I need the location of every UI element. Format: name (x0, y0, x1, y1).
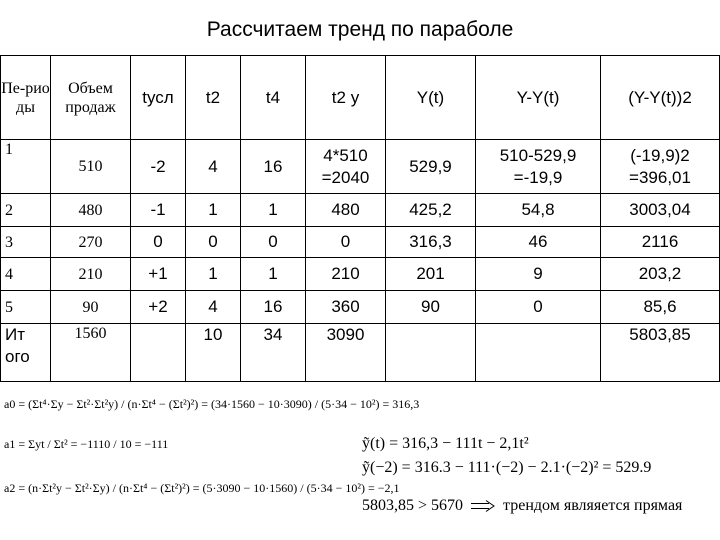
table-cell: 2116 (601, 227, 720, 258)
page-title: Рассчитаем тренд по параболе (206, 18, 514, 41)
table-cell: +1 (131, 258, 186, 291)
table-cell: 4 (1, 258, 51, 291)
formula-a2: a2 = (n·Σt²y − Σt²·Σy) / (n·Σt⁴ − (Σt²)²) = (5·3090 − 10·1560) / (5·34 − 10²) = −2,1 (4, 481, 400, 495)
table-cell: 90 (386, 291, 476, 324)
table-cell: 1 (186, 194, 241, 227)
conclusion-value: 5803,85 > 5670 (362, 497, 464, 514)
table-cell: 270 (51, 227, 131, 258)
table-cell (476, 324, 601, 382)
table-cell: 0 (306, 227, 386, 258)
header-period: Пе-рио ды (1, 56, 51, 140)
formula-trend-at-minus2: ỹ(−2) = 316.3 − 111·(−2) − 2.1·(−2)² = 529.9 (362, 459, 652, 476)
trend-table (0, 55, 720, 382)
table-cell: -1 (131, 194, 186, 227)
table-cell: 510-529,9 =-19,9 (476, 140, 601, 194)
table-cell: 5803,85 (601, 324, 720, 382)
formula-a1: a1 = Σyt / Σt² = −1110 / 10 = −111 (4, 437, 169, 451)
header-t-conv: tусл (131, 56, 186, 140)
table-cell: 425,2 (386, 194, 476, 227)
table-cell: 54,8 (476, 194, 601, 227)
header-y-minus-yt-squared: (Y-Y(t))2 (601, 56, 720, 140)
table-cell: 9 (476, 258, 601, 291)
table-cell: 1 (186, 258, 241, 291)
table-cell: 360 (306, 291, 386, 324)
table-cell: Ит ого (1, 324, 51, 382)
table-cell: 4*510 =2040 (306, 140, 386, 194)
total-row (1, 324, 720, 382)
table-cell: (-19,9)2 =396,01 (601, 140, 720, 194)
table-cell: 480 (51, 194, 131, 227)
table-cell: 203,2 (601, 258, 720, 291)
table-cell: 316,3 (386, 227, 476, 258)
formula-a0: a0 = (Σt⁴·Σy − Σt²·Σt²y) / (n·Σt⁴ − (Σt²)²) = (34·1560 − 10·3090) / (5·34 − 10²) = 316,3 (4, 397, 420, 411)
table-cell: 34 (241, 324, 306, 382)
table-cell: -2 (131, 140, 186, 194)
table-cell: 210 (51, 258, 131, 291)
table-cell: +2 (131, 291, 186, 324)
conclusion-text: трендом являяется прямая (503, 497, 683, 514)
header-y-minus-yt: Y-Y(t) (476, 56, 601, 140)
table-cell: 480 (306, 194, 386, 227)
table-cell: 4 (186, 291, 241, 324)
table-cell: 0 (186, 227, 241, 258)
table-cell: 46 (476, 227, 601, 258)
table-cell: 85,6 (601, 291, 720, 324)
table-cell: 510 (51, 140, 131, 194)
header-t4: t4 (241, 56, 306, 140)
table-row (1, 194, 720, 227)
table-row (1, 291, 720, 324)
table-row (1, 140, 720, 194)
table-cell: 201 (386, 258, 476, 291)
table-cell: 16 (241, 291, 306, 324)
header-yt: Y(t) (386, 56, 476, 140)
table-cell: 0 (131, 227, 186, 258)
table-cell: 0 (241, 227, 306, 258)
table-cell: 0 (476, 291, 601, 324)
table-cell: 90 (51, 291, 131, 324)
implies-arrow-icon (470, 500, 496, 512)
table-cell (386, 324, 476, 382)
formulas-block (0, 393, 720, 540)
table-cell: 5 (1, 291, 51, 324)
table-cell: 529,9 (386, 140, 476, 194)
table-cell: 210 (306, 258, 386, 291)
table-cell: 1 (1, 140, 51, 194)
formula-trend-equation: ỹ(t) = 316,3 − 111t − 2,1t² (362, 435, 529, 452)
table-row (1, 227, 720, 258)
table-cell (131, 324, 186, 382)
header-sales-volume: Объем продаж (51, 56, 131, 140)
table-cell: 2 (1, 194, 51, 227)
header-t2y: t2 y (306, 56, 386, 140)
table-cell: 4 (186, 140, 241, 194)
table-cell: 16 (241, 140, 306, 194)
table-cell: 3 (1, 227, 51, 258)
table-cell: 10 (186, 324, 241, 382)
header-t2: t2 (186, 56, 241, 140)
table-cell: 3090 (306, 324, 386, 382)
header-row (1, 56, 720, 140)
table-cell: 1560 (51, 324, 131, 382)
conclusion-line (362, 497, 682, 515)
table-cell: 3003,04 (601, 194, 720, 227)
table-cell: 1 (241, 194, 306, 227)
table-row (1, 258, 720, 291)
table-cell: 1 (241, 258, 306, 291)
